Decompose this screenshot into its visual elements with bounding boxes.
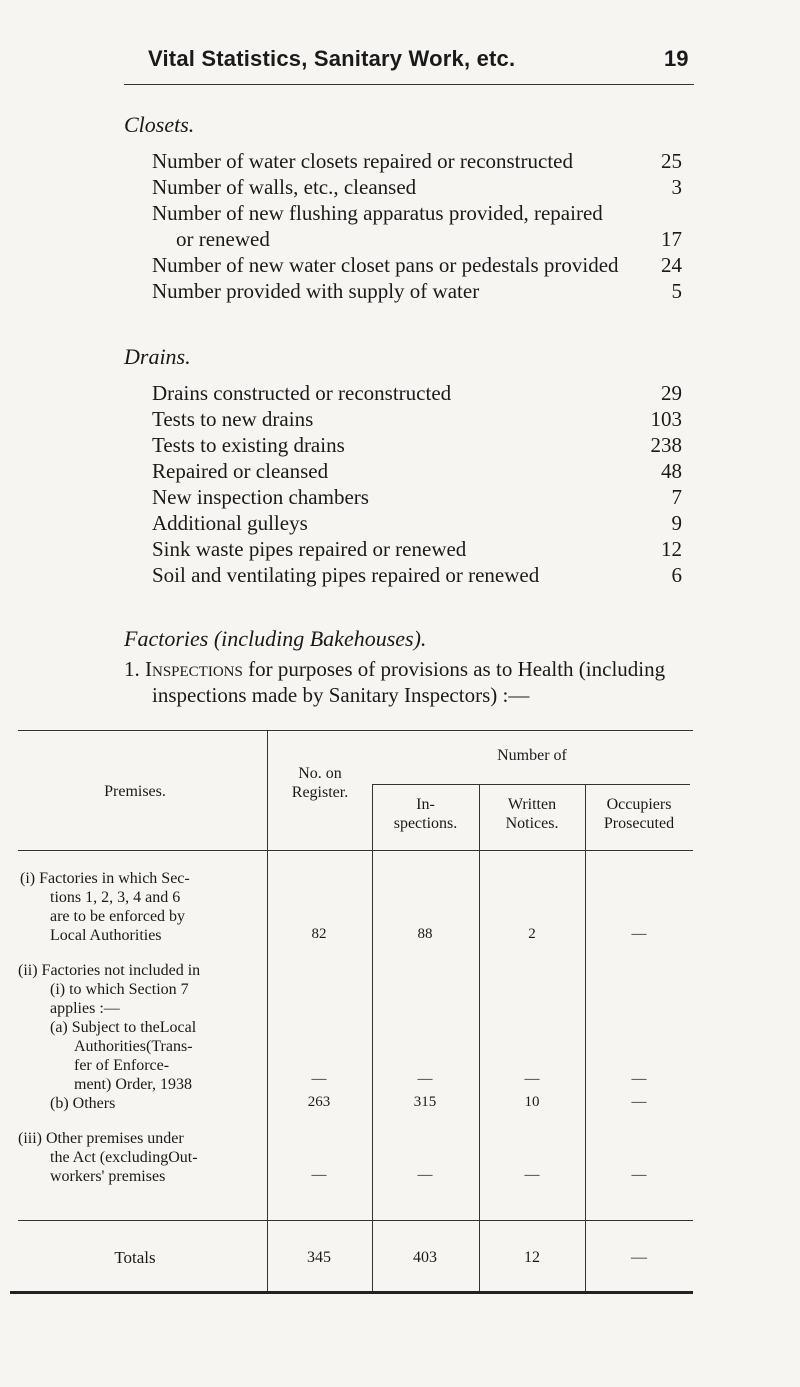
cell-notices: — [524, 1071, 540, 1087]
total-notices: 12 [524, 1249, 540, 1266]
totals-top-rule [18, 1220, 693, 1221]
premises-line: the Act (excludingOut- [50, 1149, 198, 1166]
header-bottom-rule [18, 850, 693, 851]
header-inspections-line2: spections. [393, 815, 458, 832]
closets-row: Number of walls, etc., cleansed 3 [152, 175, 682, 199]
drains-row: Additional gulleys 9 [152, 511, 682, 535]
page-header [0, 46, 800, 82]
header-notices-line2: Notices. [505, 815, 559, 832]
cell-register: — [311, 1167, 327, 1183]
cell-inspections: — [417, 1167, 433, 1183]
premises-line: tions 1, 2, 3, 4 and 6 [50, 889, 181, 906]
header-inspections-line1: In- [416, 796, 435, 813]
page-number: 19 [664, 46, 689, 71]
header-prosecuted-line2: Prosecuted [603, 815, 675, 832]
total-register: 345 [307, 1249, 331, 1266]
premises-line: (a) Subject to theLocal [50, 1019, 197, 1036]
header-notices-line1: Written [507, 796, 557, 813]
premises-line: (b) Others [50, 1095, 116, 1112]
header-premises: Premises. [104, 783, 166, 800]
premises-line: (i) Factories in which Sec- [20, 870, 190, 887]
premises-line: (ii) Factories not included in [18, 962, 201, 979]
factories-intro: 1. Inspections for purposes of provisions as to Health (including [124, 657, 666, 681]
cell-register: 263 [307, 1094, 331, 1110]
premises-line: are to be enforced by [50, 908, 186, 925]
col-rule [267, 730, 268, 1291]
cell-inspections: 88 [417, 926, 433, 942]
page-title: Vital Statistics, Sanitary Work, etc. [148, 46, 516, 71]
header-prosecuted-line1: Occupiers [606, 796, 672, 813]
closets-row: Number provided with supply of water 5 [152, 279, 682, 303]
cell-register: — [311, 1071, 327, 1087]
table-top-rule [18, 730, 693, 731]
cell-prosecuted: — [631, 926, 647, 942]
premises-line: (i) to which Section 7 [50, 981, 189, 998]
cell-prosecuted: — [631, 1071, 647, 1087]
drains-row: Tests to new drains 103 [152, 407, 682, 431]
total-prosecuted: — [631, 1249, 647, 1266]
col-rule [372, 784, 373, 1291]
total-inspections: 403 [413, 1249, 437, 1266]
drains-row: Soil and ventilating pipes repaired or renewed 6 [152, 563, 682, 587]
cell-notices: 2 [528, 926, 536, 942]
closets-row: Number of new water closet pans or pedestals provided 24 [152, 253, 682, 277]
inspections-table [0, 718, 800, 1318]
header-rule [124, 84, 694, 85]
cell-notices: — [524, 1167, 540, 1183]
premises-line: workers' premises [50, 1168, 166, 1185]
drains-row: Repaired or cleansed 48 [152, 459, 682, 483]
drains-row: Tests to existing drains 238 [152, 433, 682, 457]
col-rule [479, 784, 480, 1291]
cell-prosecuted: — [631, 1094, 647, 1110]
drains-title: Drains. [124, 344, 191, 369]
header-register-line2: Register. [291, 784, 349, 801]
totals-label: Totals [114, 1248, 156, 1267]
closets-row: Number of new flushing apparatus provided, repaired [152, 201, 603, 225]
premises-line: ment) Order, 1938 [74, 1076, 192, 1093]
factories-title: Factories (including Bakehouses). [124, 626, 427, 651]
table-bottom-rule [10, 1291, 693, 1294]
cell-register: 82 [311, 926, 327, 942]
factories-intro-continued: inspections made by Sanitary Inspectors) :— [152, 683, 530, 707]
col-rule [585, 784, 586, 1291]
cell-prosecuted: — [631, 1167, 647, 1183]
drains-row: Sink waste pipes repaired or renewed 12 [152, 537, 682, 561]
drains-row: Drains constructed or reconstructed 29 [152, 381, 682, 405]
premises-line: applies :— [50, 1000, 120, 1017]
header-register-line1: No. on [298, 765, 342, 782]
closets-row: Number of water closets repaired or reconstructed 25 [152, 149, 682, 173]
closets-title: Closets. [124, 112, 195, 137]
drains-row: New inspection chambers 7 [152, 485, 682, 509]
closets-row-continued: or renewed 17 [176, 227, 682, 251]
cell-inspections: 315 [413, 1094, 437, 1110]
premises-line: fer of Enforce- [74, 1057, 170, 1074]
premises-line: Authorities(Trans- [74, 1038, 193, 1055]
premises-line: (iii) Other premises under [18, 1130, 184, 1147]
cell-inspections: — [417, 1071, 433, 1087]
number-of-rule [372, 784, 690, 785]
cell-notices: 10 [524, 1094, 540, 1110]
header-number-of: Number of [497, 747, 567, 764]
premises-line: Local Authorities [50, 927, 162, 944]
